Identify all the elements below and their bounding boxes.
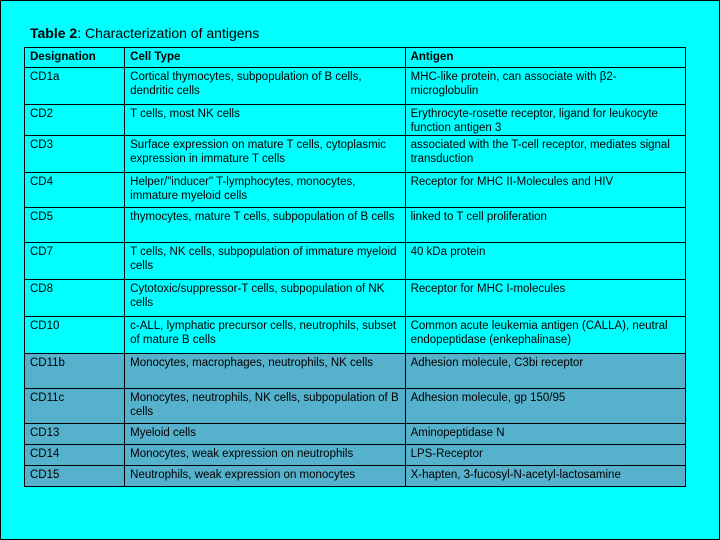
cell-cell-type: T cells, most NK cells (125, 105, 405, 136)
cell-designation: CD11c (25, 389, 125, 424)
cell-designation: CD3 (25, 136, 125, 173)
cell-designation: CD4 (25, 173, 125, 208)
cell-cell-type: Helper/"inducer" T-lymphocytes, monocytes, immature myeloid cells (125, 173, 405, 208)
cell-cell-type: Monocytes, macrophages, neutrophils, NK cells (125, 354, 405, 389)
table-title-prefix: Table 2 (30, 25, 78, 41)
cell-cell-type: Monocytes, neutrophils, NK cells, subpopulation of B cells (125, 389, 405, 424)
cell-cell-type: Myeloid cells (125, 424, 405, 445)
cell-designation: CD14 (25, 445, 125, 466)
cell-cell-type: c-ALL, lymphatic precursor cells, neutrophils, subset of mature B cells (125, 317, 405, 354)
table-row (25, 243, 686, 280)
cell-cell-type: Monocytes, weak expression on neutrophils (125, 445, 405, 466)
table-row (25, 208, 686, 243)
table-row (25, 354, 686, 389)
cell-designation: CD2 (25, 105, 125, 136)
cell-cell-type: T cells, NK cells, subpopulation of immature myeloid cells (125, 243, 405, 280)
table-row (25, 445, 686, 466)
cell-antigen: 40 kDa protein (405, 243, 685, 280)
cell-antigen: Adhesion molecule, gp 150/95 (405, 389, 685, 424)
header-designation: Designation (25, 48, 125, 68)
table-row (25, 105, 686, 136)
cell-antigen: Aminopeptidase N (405, 424, 685, 445)
cell-antigen: LPS-Receptor (405, 445, 685, 466)
table-row (25, 280, 686, 317)
table-title (30, 25, 259, 41)
cell-designation: CD8 (25, 280, 125, 317)
cell-antigen: associated with the T-cell receptor, mediates signal transduction (405, 136, 685, 173)
table-row (25, 136, 686, 173)
cell-designation: CD1a (25, 68, 125, 105)
table-row (25, 173, 686, 208)
cell-antigen: Receptor for MHC I-molecules (405, 280, 685, 317)
cell-cell-type: Cortical thymocytes, subpopulation of B cells, dendritic cells (125, 68, 405, 105)
cell-designation: CD10 (25, 317, 125, 354)
cell-designation: CD7 (25, 243, 125, 280)
table-row (25, 68, 686, 105)
cell-antigen: Receptor for MHC II-Molecules and HIV (405, 173, 685, 208)
antigen-table (24, 47, 686, 487)
table-title-text: : Characterization of antigens (77, 25, 260, 41)
cell-cell-type: thymocytes, mature T cells, subpopulation of B cells (125, 208, 405, 243)
cell-designation: CD11b (25, 354, 125, 389)
cell-antigen: Erythrocyte-rosette receptor, ligand for leukocyte function antigen 3 (405, 105, 685, 136)
cell-designation: CD5 (25, 208, 125, 243)
cell-cell-type: Neutrophils, weak expression on monocytes (125, 466, 405, 487)
cell-cell-type: Surface expression on mature T cells, cytoplasmic expression in immature T cells (125, 136, 405, 173)
cell-designation: CD15 (25, 466, 125, 487)
cell-antigen: X-hapten, 3-fucosyl-N-acetyl-lactosamine (405, 466, 685, 487)
header-cell-type: Cell Type (125, 48, 405, 68)
header-antigen: Antigen (405, 48, 685, 68)
cell-antigen: Common acute leukemia antigen (CALLA), neutral endopeptidase (enkephalinase) (405, 317, 685, 354)
table-header-row (25, 48, 686, 68)
cell-antigen: Adhesion molecule, C3bi receptor (405, 354, 685, 389)
cell-cell-type: Cytotoxic/suppressor-T cells, subpopulation of NK cells (125, 280, 405, 317)
table-row (25, 424, 686, 445)
cell-designation: CD13 (25, 424, 125, 445)
cell-antigen: MHC-like protein, can associate with β2-microglobulin (405, 68, 685, 105)
cell-antigen: linked to T cell proliferation (405, 208, 685, 243)
table-row (25, 317, 686, 354)
table-row (25, 389, 686, 424)
table-row (25, 466, 686, 487)
